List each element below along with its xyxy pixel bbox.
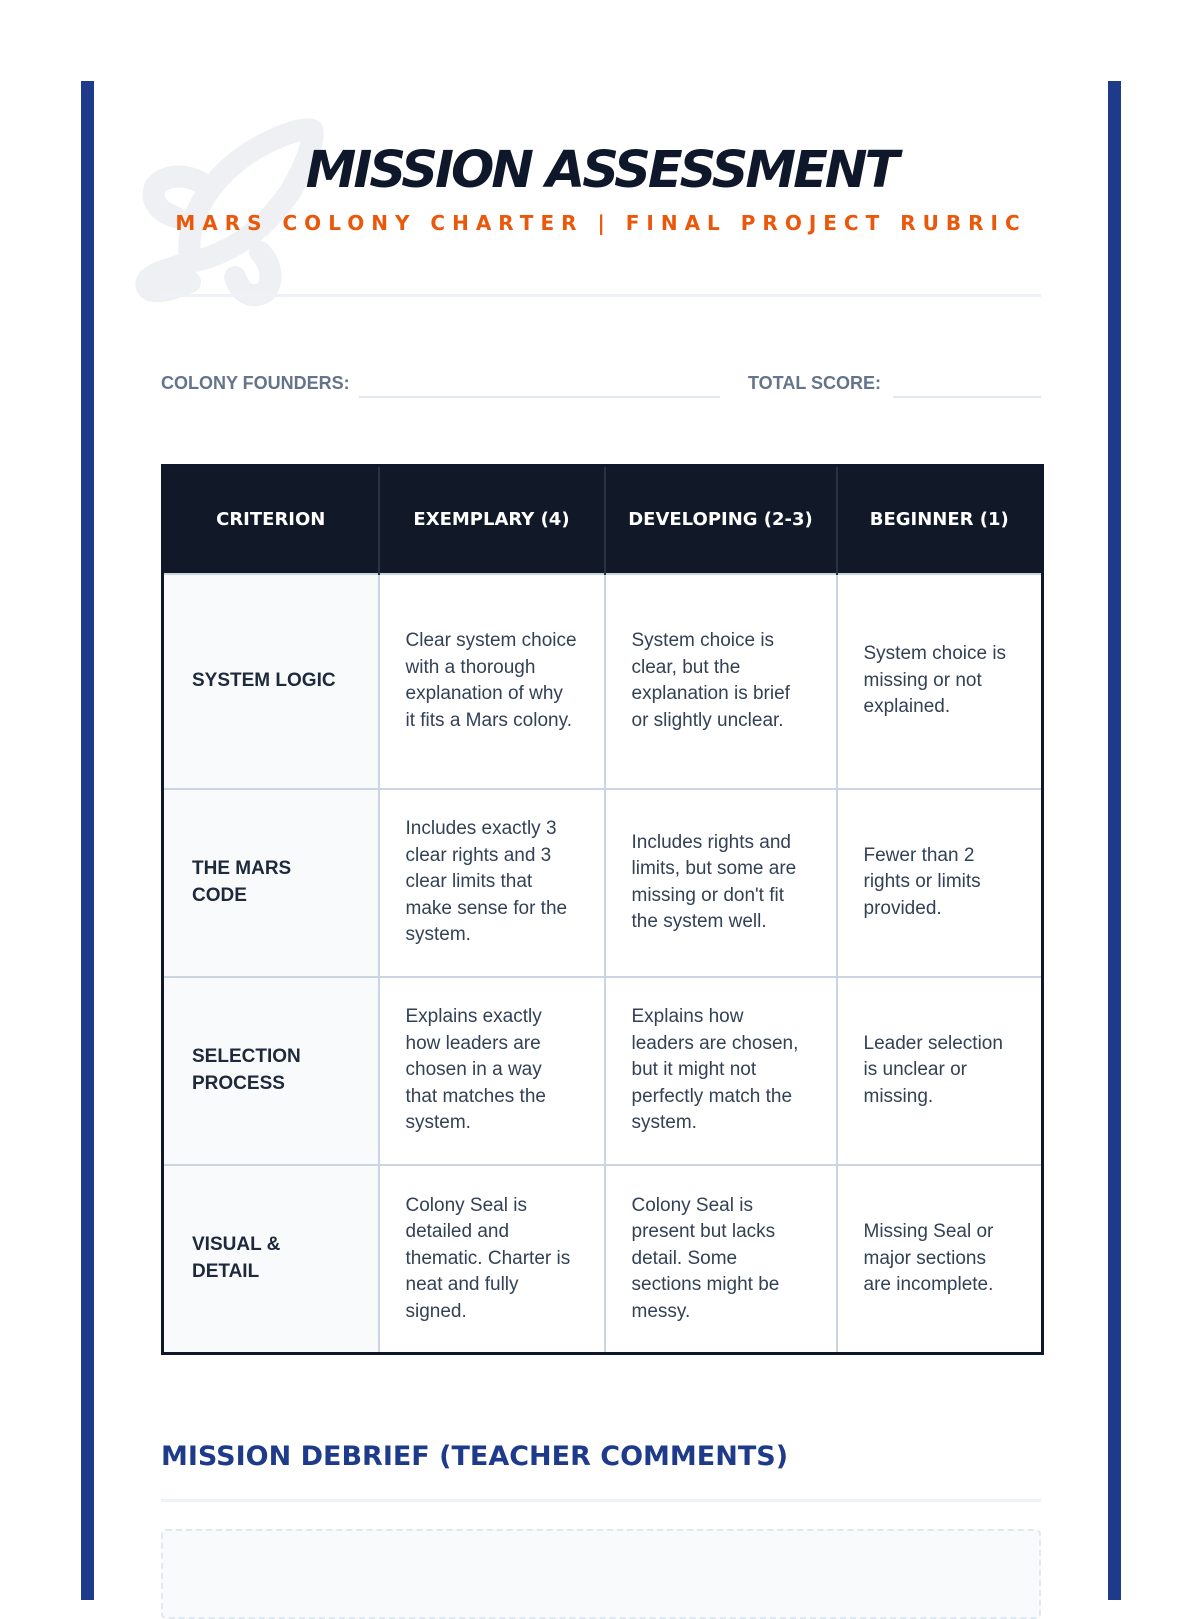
table-row: [163, 1165, 1043, 1354]
criterion-cell: VISUAL & DETAIL: [163, 1165, 379, 1354]
table-row: [163, 977, 1043, 1165]
exemplary-cell: Colony Seal is detailed and thematic. Charter is neat and fully signed.: [379, 1165, 605, 1354]
beginner-cell: Leader selection is unclear or missing.: [837, 977, 1043, 1165]
rubric-table: [161, 464, 1044, 1355]
header-divider: [161, 294, 1041, 297]
teacher-comments-box[interactable]: [161, 1529, 1041, 1619]
rubric-header-row: [163, 466, 1043, 574]
page-title: MISSION ASSESSMENT: [305, 141, 897, 200]
exemplary-cell: Explains exactly how leaders are chosen in a way that matches the system.: [379, 977, 605, 1165]
beginner-cell: System choice is missing or not explained.: [837, 574, 1043, 789]
header-developing: DEVELOPING (2-3): [605, 466, 837, 574]
total-score-label: TOTAL SCORE:: [748, 373, 882, 393]
header-exemplary: EXEMPLARY (4): [379, 466, 605, 574]
beginner-cell: Missing Seal or major sections are incomplete.: [837, 1165, 1043, 1354]
developing-cell: Explains how leaders are chosen, but it might not perfectly match the system.: [605, 977, 837, 1165]
criterion-cell: THE MARS CODE: [163, 789, 379, 977]
header-criterion: CRITERION: [163, 466, 379, 574]
header-beginner: BEGINNER (1): [837, 466, 1043, 574]
exemplary-cell: Clear system choice with a thorough explanation of why it fits a Mars colony.: [379, 574, 605, 789]
debrief-divider: [161, 1499, 1041, 1502]
founders-field[interactable]: [359, 396, 720, 398]
debrief-heading: MISSION DEBRIEF (TEACHER COMMENTS): [161, 1441, 789, 1472]
page-subtitle: MARS COLONY CHARTER | FINAL PROJECT RUBRIC: [175, 211, 1027, 235]
developing-cell: System choice is clear, but the explanation is brief or slightly unclear.: [605, 574, 837, 789]
criterion-cell: SELECTION PROCESS: [163, 977, 379, 1165]
rubric-page: [81, 81, 1121, 1600]
developing-cell: Includes rights and limits, but some are missing or don't fit the system well.: [605, 789, 837, 977]
table-row: [163, 574, 1043, 789]
criterion-cell: SYSTEM LOGIC: [163, 574, 379, 789]
beginner-cell: Fewer than 2 rights or limits provided.: [837, 789, 1043, 977]
developing-cell: Colony Seal is present but lacks detail. Some sections might be messy.: [605, 1165, 837, 1354]
exemplary-cell: Includes exactly 3 clear rights and 3 clear limits that make sense for the system.: [379, 789, 605, 977]
info-fields: [161, 369, 1041, 399]
total-score-field[interactable]: [893, 396, 1041, 398]
table-row: [163, 789, 1043, 977]
founders-label: COLONY FOUNDERS:: [161, 373, 350, 393]
